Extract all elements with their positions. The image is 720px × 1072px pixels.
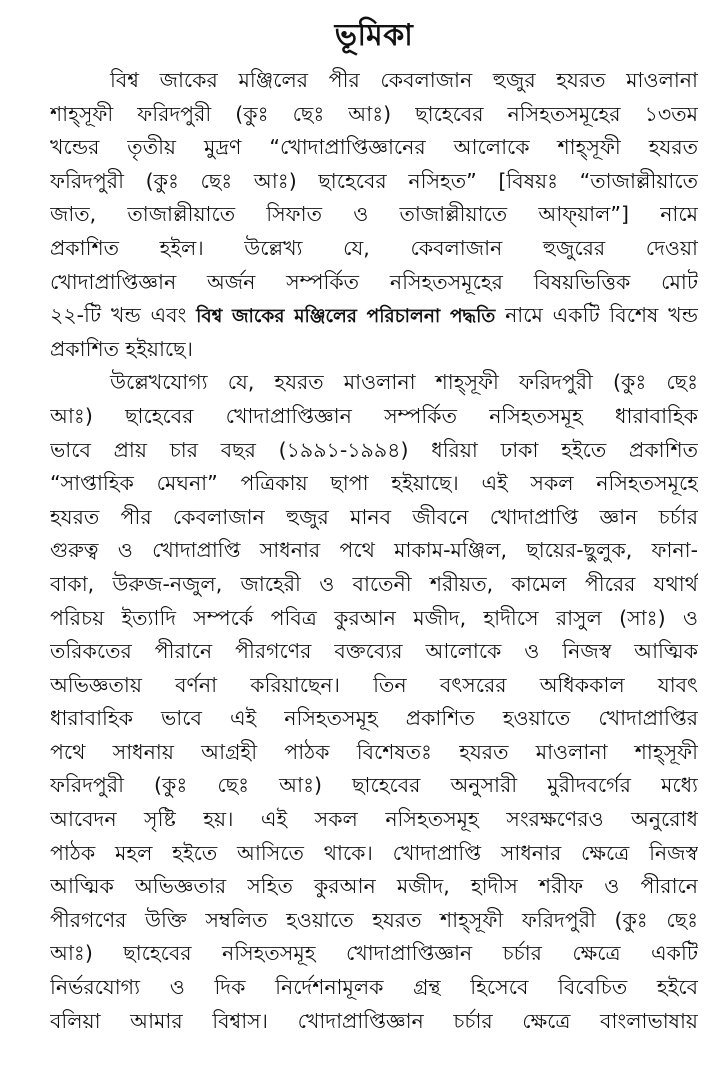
text-line: বিশ্ব জাকের মঞ্জিলের পীর কেবলাজান হুজুর হযরত মাওলানা: [110, 68, 698, 92]
text-line: ফরিদপুরী (কুঃ ছেঃ আঃ) ছাহেবের নসিহত” [বিষয়ঃ “তাজাল্লীয়াতে: [50, 168, 698, 193]
text-line: বলিয়া আমার বিশ্বাস। খোদাপ্রাপ্তিজ্ঞান চর্চার ক্ষেত্রে বাংলাভাষায়: [50, 1008, 698, 1033]
text-run: ২২-টি খন্ড এবং: [50, 303, 187, 328]
text-line: তরিকতের পীরানে পীরগণের বক্তব্যের আলোকে ও নিজস্ব আত্মিক: [50, 639, 698, 664]
text-line: গুরুত্ব ও খোদাপ্রাপ্তি সাধনার পথে মাকাম-মঞ্জিল, ছায়ের-ছুলুক, ফানা-: [50, 538, 698, 563]
text-line: ভাবে প্রায় চার বছর (১৯৯১-১৯৯৪) ধরিয়া ঢাকা হইতে প্রকাশিত: [50, 437, 698, 462]
text-line: উল্লেখযোগ্য যে, হযরত মাওলানা শাহ্‌সূফী ফরিদপুরী (কুঃ ছেঃ: [110, 370, 698, 395]
text-line: হযরত পীর কেবলাজান হুজুর মানব জীবনে খোদাপ্রাপ্তি জ্ঞান চর্চার: [50, 504, 698, 529]
text-line: শাহ্‌সূফী ফরিদপুরী (কুঃ ছেঃ আঃ) ছাহেবের নসিহতসমূহের ১৩তম: [50, 101, 698, 126]
page-title: ভূমিকা: [334, 18, 414, 53]
text-line: পীরগণের উক্তি সম্বলিত হওয়াতে হযরত শাহ্‌সূফী ফরিদপুরী (কুঃ ছেঃ: [50, 907, 698, 932]
text-line: ফরিদপুরী (কুঃ ছেঃ আঃ) ছাহেবের অনুসারী মুরীদবর্গের মধ্যে: [50, 773, 698, 798]
text-line: পথে সাধনায় আগ্রহী পাঠক বিশেষতঃ হযরত মাওলানা শাহ্‌সূফী: [50, 739, 698, 764]
text-line: বাকা, উরুজ-নজুল, জাহেরী ও বাতেনী শরীয়ত, কামেল পীরের যথার্থ: [50, 571, 698, 596]
text-line: অভিজ্ঞতায় বর্ণনা করিয়াছেন। তিন বৎসরের অধিককাল যাবৎ: [50, 672, 698, 697]
text-line: পরিচয় ইত্যাদি সম্পর্কে পবিত্র কুরআন মজীদ, হাদীসে রাসুল (সাঃ) ও: [50, 605, 698, 630]
text-line: প্রকাশিত হইয়াছে।: [50, 336, 193, 361]
text-line: ধারাবাহিক ভাবে এই নসিহতসমূহ প্রকাশিত হওয়াতে খোদাপ্রাপ্তির: [50, 706, 698, 731]
text-line: আঃ) ছাহেবের খোদাপ্রাপ্তিজ্ঞান সম্পর্কিত নসিহতসমূহ ধারাবাহিক: [50, 403, 698, 428]
text-line: “সাপ্তাহিক মেঘনা” পত্রিকায় ছাপা হইয়াছে। এই সকল নসিহতসমূহে: [50, 471, 698, 496]
text-line: পাঠক মহল হইতে আসিতে থাকে। খোদাপ্রাপ্তি সাধনার ক্ষেত্রে নিজস্ব: [50, 840, 698, 865]
text-line: নির্ভরযোগ্য ও দিক নির্দেশনামূলক গ্রন্থ হিসেবে বিবেচিত হইবে: [50, 975, 698, 1000]
text-run: নামে একটি বিশেষ খন্ড: [505, 303, 698, 328]
text-line: আত্মিক অভিজ্ঞতার সহিত কুরআন মজীদ, হাদীস শরীফ ও পীরানে: [50, 874, 698, 899]
text-line: আঃ) ছাহেবের নসিহতসমূহ খোদাপ্রাপ্তিজ্ঞান চর্চার ক্ষেত্রে একটি: [50, 941, 698, 966]
text-line: [50, 1038, 698, 1072]
paragraph-1: [50, 64, 698, 366]
text-line: জাত, তাজাল্লীয়াতে সিফাত ও তাজাল্লীয়াতে আফ্‌য়াল”] নামে: [50, 202, 698, 227]
text-line: প্রকাশিত হইল। উল্লেখ্য যে, কেবলাজান হুজুরের দেওয়া: [50, 235, 698, 260]
text-line: খোদাপ্রাপ্তিজ্ঞান অর্জন সম্পর্কিত নসিহতসমূহের বিষয়ভিত্তিক মোট: [50, 269, 698, 294]
book-title-bold: বিশ্ব জাকের মঞ্জিলের পরিচালনা পদ্ধতি: [196, 306, 496, 328]
paragraph-2: [50, 366, 698, 1071]
text-line: আবেদন সৃষ্টি হয়। এই সকল নসিহতসমূহ সংরক্ষণেরও অনুরোধ: [50, 807, 698, 832]
text-line: খন্ডের তৃতীয় মুদ্রণ “খোদাপ্রাপ্তিজ্ঞানের আলোকে শাহ্‌সূফী হযরত: [50, 135, 698, 160]
text-line-mixed: [50, 299, 698, 333]
